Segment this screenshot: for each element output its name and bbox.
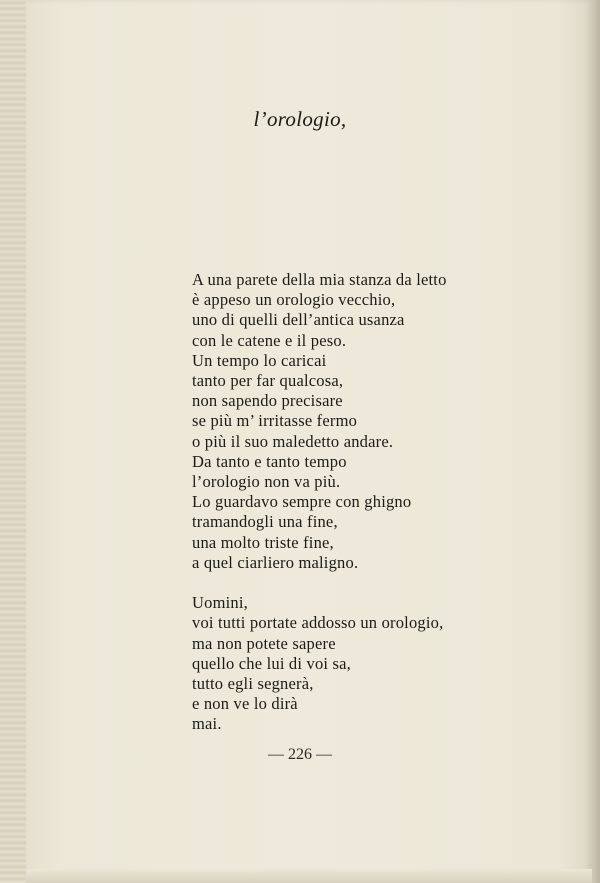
poem-line: non sapendo precisare [192,391,343,411]
poem-line: uno di quelli dell’antica usanza [192,310,405,330]
stanza-1 [192,270,447,573]
poem-line: Da tanto e tanto tempo [192,451,347,471]
poem-line: e non ve lo dirà [192,694,298,714]
poem-line: se più m’ irritasse fermo [192,411,358,431]
poem-line: Uomini, [192,593,248,613]
poem-line: è appeso un orologio vecchio, [192,290,396,310]
poem-line: Lo guardavo sempre con ghigno [192,492,412,512]
stanza-2 [192,593,447,734]
poem-line: Un tempo lo caricai [192,350,327,370]
poem-line: ma non potete sapere [192,633,336,653]
poem-line: a quel ciarliero maligno. [192,552,359,572]
poem-line: A una parete della mia stanza da letto [192,270,447,289]
page-number: — 226 — [268,746,332,763]
poem-line: tanto per far qualcosa, [192,371,344,391]
poem-line: voi tutti portate addosso un orologio, [192,613,444,633]
poem-line: tramandogli una fine, [192,512,338,532]
poem-line: con le catene e il peso. [192,330,347,350]
poem-line: o più il suo maledetto andare. [192,431,394,451]
poem-body [192,270,447,735]
page-edge-bottom [26,869,592,883]
poem-line: mai. [192,714,222,734]
poem-line: tutto egli segnerà, [192,674,314,694]
poem-title: l’orologio, [253,107,347,131]
poem-line: una molto triste fine, [192,532,334,552]
poem-line: l’orologio non va più. [192,472,341,492]
poem-line: quello che lui di voi sa, [192,653,351,673]
